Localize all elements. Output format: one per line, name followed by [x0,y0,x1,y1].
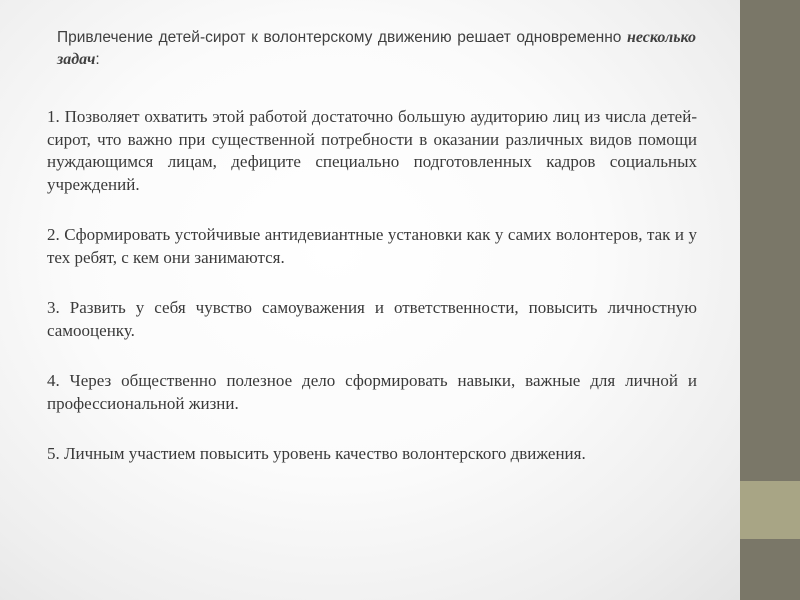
list-item-5: 5. Личным участием повысить уровень качество волонтерского движения. [47,444,586,463]
decorative-sidebar-accent [740,481,800,539]
intro-text: Привлечение детей-сирот к волонтерскому движению решает одновременно [57,29,627,46]
list-item-4: 4. Через общественно полезное дело сформировать навыки, важные для личной и профессиональной жизни. [47,371,697,413]
intro-paragraph [57,27,696,71]
tasks-list [47,106,697,494]
list-item-1: 1. Позволяет охватить этой работой достаточно большую аудиторию лиц из числа детей-сирот, что важно при существенной потребности в оказании различных видов помощи нуждающимся лицам, дефиците специально подготовленных кадров социальных учреждений. [47,107,697,194]
intro-end: : [95,51,100,68]
list-item-3: 3. Развить у себя чувство самоуважения и ответственности, повысить личностную самооценку. [47,298,697,340]
intro-emphasis: несколько задач [57,29,696,68]
list-item-2: 2. Сформировать устойчивые антидевиантные установки как у самих волонтеров, так и у тех ребят, с кем они занимаются. [47,225,697,267]
